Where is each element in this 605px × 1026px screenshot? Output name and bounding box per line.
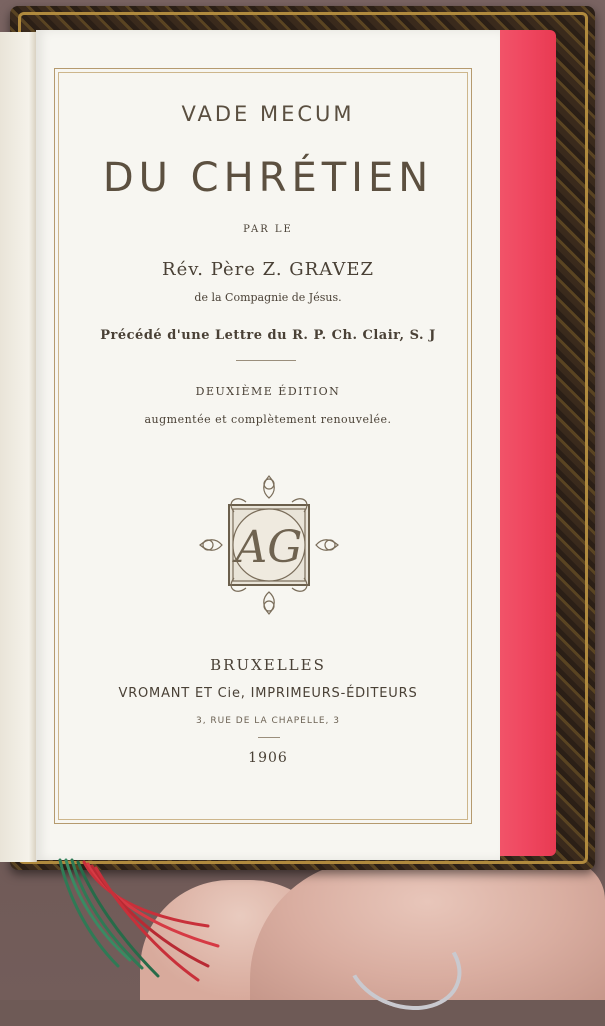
svg-text:AG: AG (235, 522, 303, 573)
city: BRUXELLES (210, 656, 326, 674)
publisher: VROMANT ET Cie, IMPRIMEURS-ÉDITEURS (118, 686, 418, 701)
affiliation: de la Compagnie de Jésus. (194, 291, 342, 304)
title-line-2: DU CHRÉTIEN (102, 155, 434, 201)
par-le: PAR LE (243, 224, 293, 235)
left-page-edge (0, 32, 37, 862)
divider-rule-small (258, 737, 280, 738)
red-page-edges (496, 30, 556, 856)
preface-line: Précédé d'une Lettre du R. P. Ch. Clair, S. J (100, 328, 436, 343)
edition: DEUXIÈME ÉDITION (195, 385, 341, 398)
author: Rév. Père Z. GRAVEZ (162, 259, 374, 280)
title-line-1: VADE MECUM (181, 102, 355, 126)
divider-rule (236, 360, 296, 361)
bookmark-ribbon-icon (58, 856, 228, 986)
monogram-emblem-icon (196, 472, 342, 618)
address: 3, RUE DE LA CHAPELLE, 3 (195, 716, 341, 726)
edition-note: augmentée et complètement renouvelée. (144, 413, 392, 426)
year: 1906 (248, 750, 288, 766)
